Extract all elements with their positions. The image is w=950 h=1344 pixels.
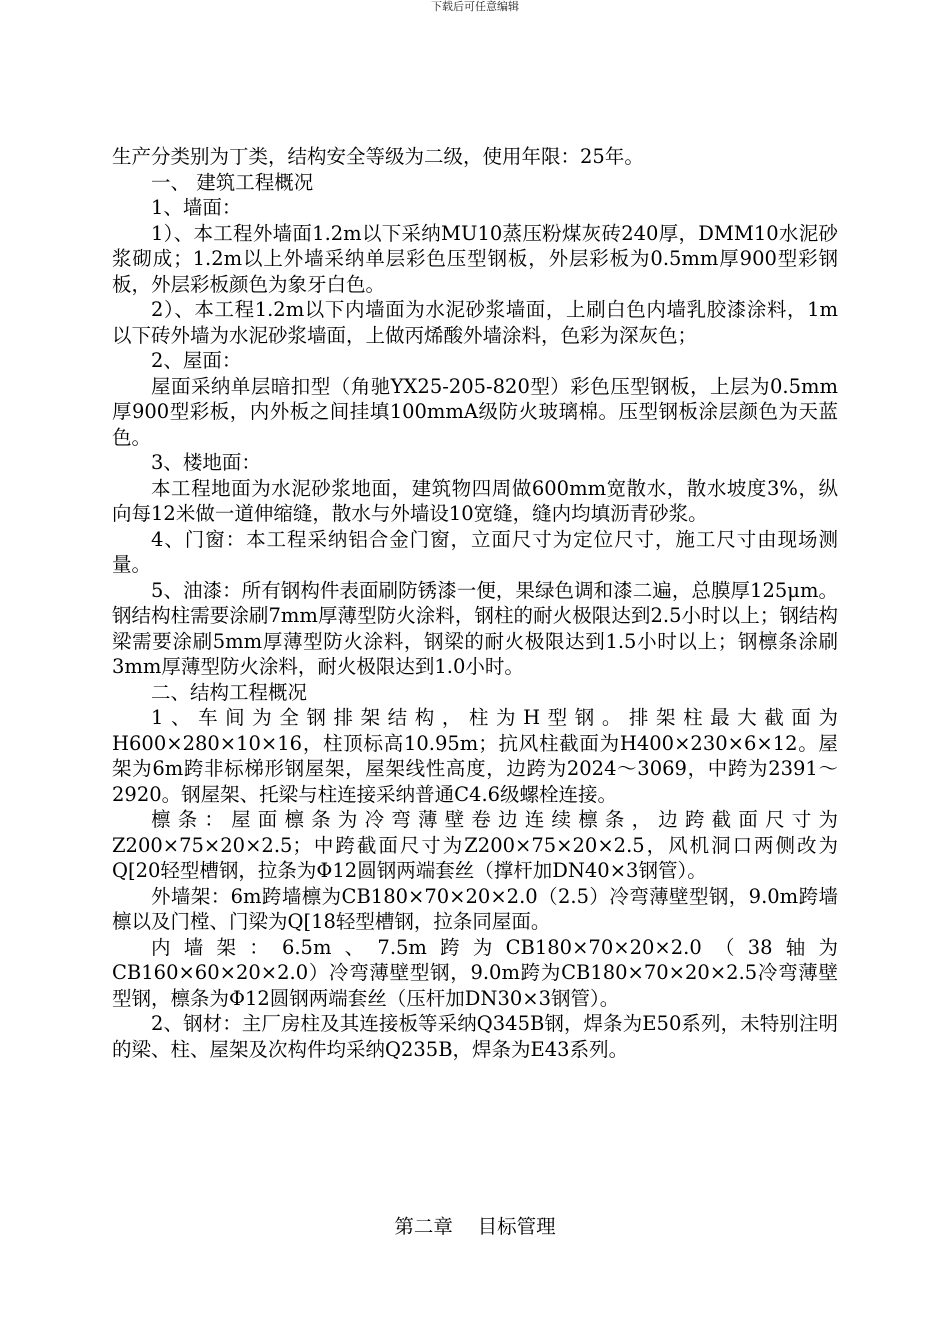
- paragraph: 本工程地面为水泥砂浆地面，建筑物四周做600mm宽散水，散水坡度3%，纵向每12米做一道伸缩缝，散水与外墙设10宽缝，缝内均填沥青砂浆。: [112, 476, 838, 525]
- paragraph: 内墙架：6.5m、7.5m跨为CB180×70×20×2.0（38轴为CB160×60×20×2.0）冷弯薄壁型钢，9.0m跨为CB180×70×20×2.5冷弯薄壁型钢，檩条为Φ12圆钢两端套丝（压杆加DN30×3钢管）。: [112, 935, 838, 1010]
- section-heading: 一、 建筑工程概况: [151, 170, 314, 194]
- paragraph: 生产分类别为丁类，结构安全等级为二级，使用年限：25年。: [112, 145, 644, 168]
- paragraph: 2）、本工程1.2m以下内墙面为水泥砂浆墙面，上刷白色内墙乳胶漆涂料，1m以下砖外墙为水泥砂浆墙面，上做丙烯酸外墙涂料，色彩为深灰色；: [112, 298, 838, 347]
- paragraph: 1）、本工程外墙面1.2m以下采纳MU10蒸压粉煤灰砖240厚，DMM10水泥砂浆砌成；1.2m以上外墙采纳单层彩色压型钢板，外层彩板为0.5mm厚900型彩钢板，外层彩板颜色为象牙白色。: [112, 221, 838, 296]
- subsection-heading: 3、楼地面：: [151, 451, 261, 474]
- paragraph: 4、门窗：本工程采纳铝合金门窗，立面尺寸为定位尺寸，施工尺寸由现场测量。: [112, 527, 838, 576]
- section-heading: 二、结构工程概况: [151, 680, 308, 704]
- document-body: [112, 144, 838, 1062]
- subsection-heading: 1、墙面：: [151, 196, 242, 219]
- chapter-title: 第二章 目标管理: [394, 1215, 556, 1238]
- paragraph: 外墙架：6m跨墙檩为CB180×70×20×2.0（2.5）冷弯薄壁型钢，9.0m跨墙檩以及门樘、门梁为Q[18轻型槽钢，拉条同屋面。: [112, 884, 838, 933]
- paragraph: 1、车间为全钢排架结构，柱为H型钢。排架柱最大截面为H600×280×10×16，柱顶标高10.95m；抗风柱截面为H400×230×6×12。屋架为6m跨非标梯形钢屋架，屋架线性高度，边跨为2024～3069，中跨为2391～2920。钢屋架、托梁与柱连接采纳普通C4.6级螺栓连接。: [112, 706, 838, 806]
- page-header-note: 下载后可任意编辑: [431, 0, 519, 13]
- paragraph: 檩条：屋面檩条为冷弯薄壁卷边连续檩条，边跨截面尺寸为Z200×75×20×2.5；中跨截面尺寸为Z200×75×20×2.5，风机洞口两侧改为Q[20轻型槽钢，拉条为Φ12圆钢两端套丝（撑杆加DN40×3钢管）。: [112, 808, 838, 882]
- paragraph: 5、油漆：所有钢构件表面刷防锈漆一便，果绿色调和漆二遍，总膜厚125μm。钢结构柱需要涂刷7mm厚薄型防火涂料，钢柱的耐火极限达到2.5小时以上；钢结构梁需要涂刷5mm厚薄型防火涂料，钢梁的耐火极限达到1.5小时以上；钢檩条涂刷3mm厚薄型防火涂料，耐火极限达到1.0小时。: [112, 578, 838, 678]
- paragraph: 2、钢材：主厂房柱及其连接板等采纳Q345B钢，焊条为E50系列，未特别注明的梁、柱、屋架及次构件均采纳Q235B，焊条为E43系列。: [112, 1012, 838, 1061]
- subsection-heading: 2、屋面：: [151, 349, 242, 372]
- paragraph: 屋面采纳单层暗扣型（角驰YX25-205-820型）彩色压型钢板，上层为0.5mm厚900型彩板，内外板之间挂填100mmA级防火玻璃棉。压型钢板涂层颜色为天蓝色。: [112, 374, 838, 449]
